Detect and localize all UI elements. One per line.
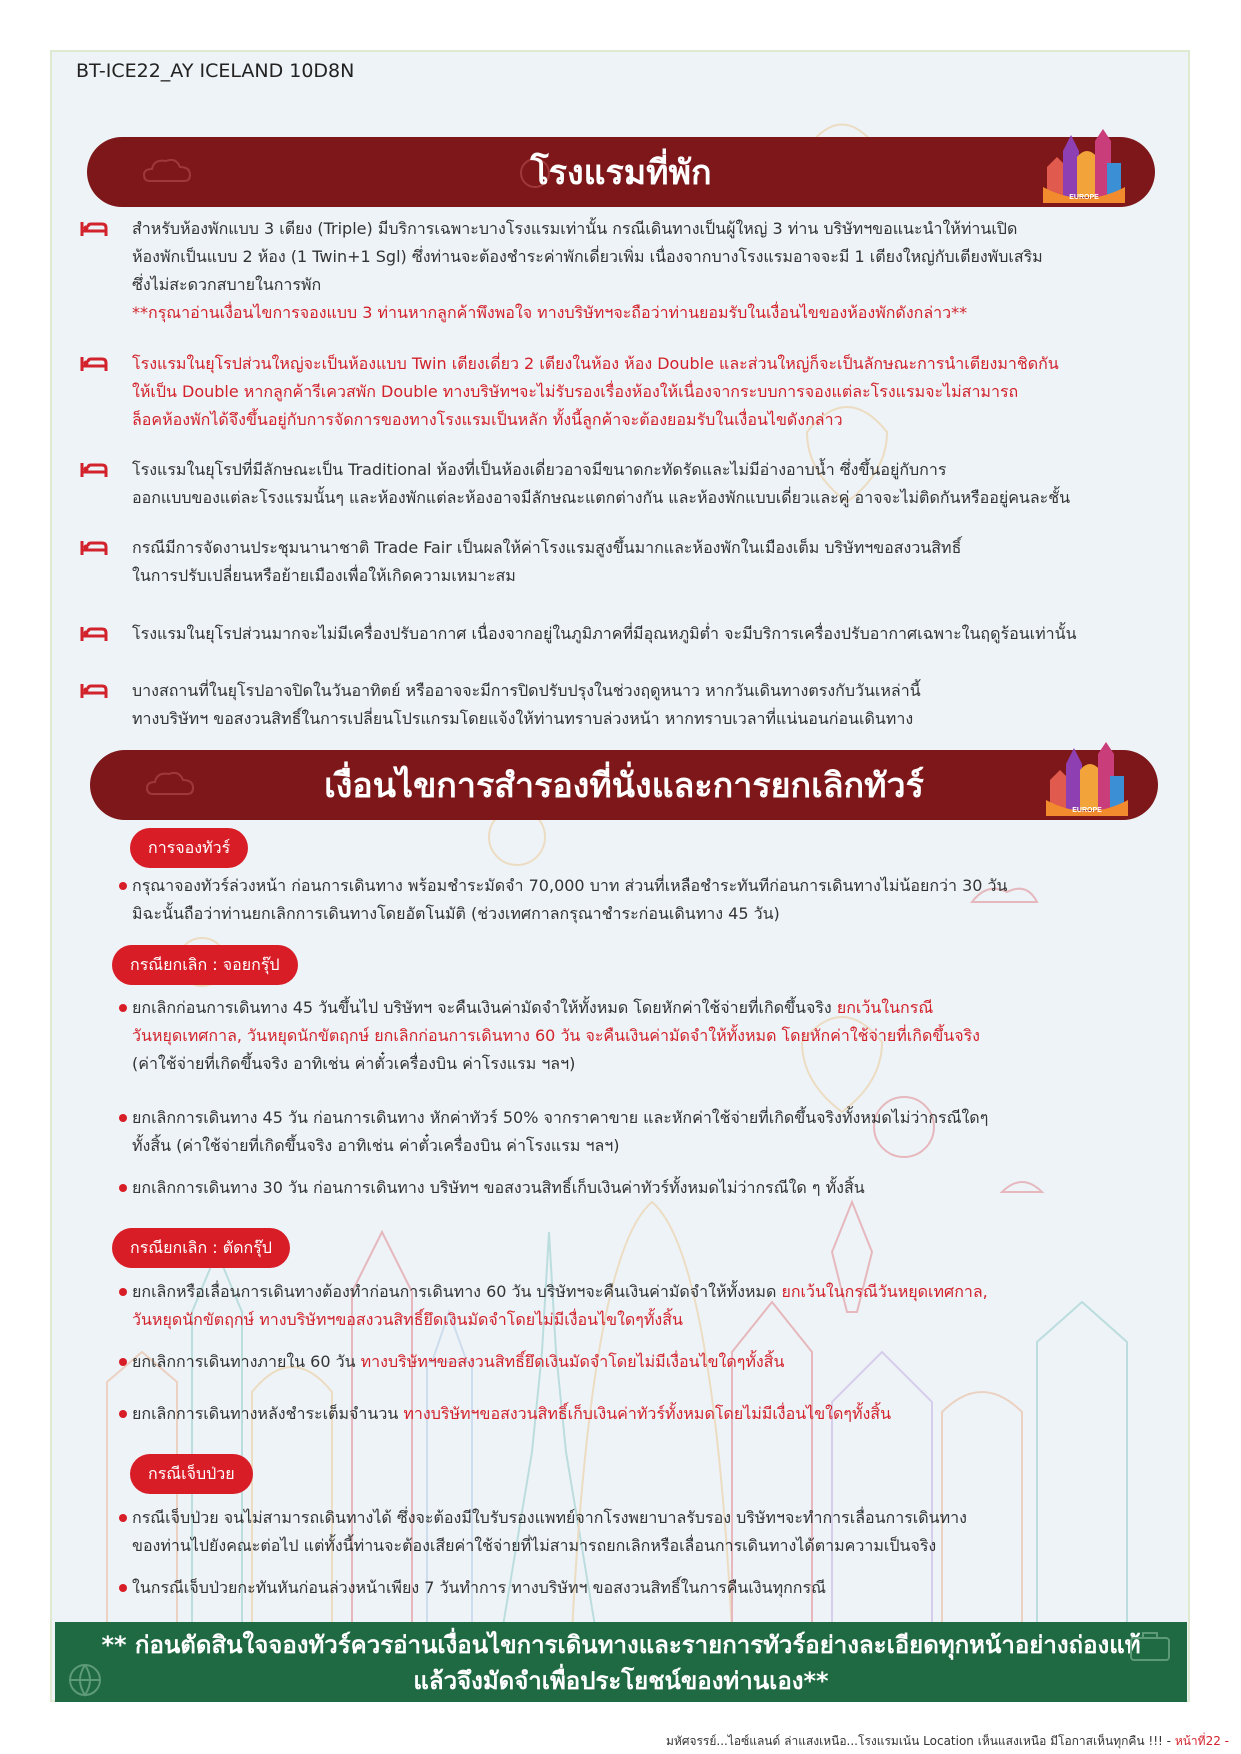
text-red: ยกเว้นในกรณีวันหยุดเทศกาล, [781, 1282, 988, 1301]
footer-text: มหัศจรรย์...ไอซ์แลนด์ ล่าแสงเหนือ...โรงแรมเน้น Location เห็นแสงเหนือ มีโอกาสเห็นทุกคืน !!! - [666, 1734, 1175, 1748]
cancel-group-item-full-payment [132, 1400, 1182, 1428]
sickness-item-7days [132, 1574, 1182, 1602]
bed-icon [80, 625, 108, 643]
notice-banner [55, 1622, 1187, 1702]
cancel-join-item-45days [132, 994, 1182, 1078]
hotel-item-line: โรงแรมในยุโรปที่มีลักษณะเป็น Traditional ห้องที่เป็นห้องเดี่ยวอาจมีขนาดกะทัดรัดและไม่มีอ่างอาบน้ำ ซึ่งขึ้นอยู่กับการ [132, 460, 947, 479]
text: (ค่าใช้จ่ายที่เกิดขึ้นจริง อาทิเช่น ค่าตั๋วเครื่องบิน ค่าโรงแรม ฯลฯ) [132, 1054, 576, 1073]
hotel-item-line: ออกแบบของแต่ละโรงแรมนั้นๆ และห้องพักแต่ละห้องอาจมีลักษณะแตกต่างกัน และห้องพักแบบเดี่ยวและคู่ อาจจะไม่ติดกันหรืออยู่คนละชั้น [132, 488, 1071, 507]
text: ของท่านไปยังคณะต่อไป แต่ทั้งนี้ท่านจะต้องเสียค่าใช้จ่ายที่ไม่สามารถยกเลิกหรือเลื่อนการเดินทางได้ตามความเป็นจริง [132, 1536, 937, 1555]
text: ยกเลิกก่อนการเดินทาง 45 วันขึ้นไป บริษัทฯ จะคืนเงินค่ามัดจำให้ทั้งหมด โดยหักค่าใช้จ่ายที่เกิดขึ้นจริง [132, 998, 837, 1017]
cancel-group-item-60days [132, 1278, 1182, 1334]
text: กรณีเจ็บป่วย จนไม่สามารถเดินทางได้ ซึ่งจะต้องมีใบรับรองแพทย์จากโรงพยาบาลรับรอง บริษัทฯจะทำการเลื่อนการเดินทาง [132, 1508, 967, 1527]
tag-booking: การจองทัวร์ [130, 828, 248, 868]
cancellation-banner [90, 750, 1158, 820]
hotel-item-line: ซึ่งไม่สะดวกสบายในการพัก [132, 275, 322, 294]
cancel-join-item-45days-half [132, 1104, 1182, 1160]
bed-icon [80, 355, 108, 373]
booking-item [132, 872, 1182, 928]
bed-icon [80, 461, 108, 479]
hotel-item-trade-fair [132, 534, 1172, 590]
hotel-item-line: ให้เป็น Double หากลูกค้ารีเควสพัก Double ทางบริษัทฯจะไม่รับรองเรื่องห้องให้เนื่องจากระบบการจองแต่ละโรงแรมจะไม่สามารถ [132, 382, 1019, 401]
text: ยกเลิกการเดินทาง 30 วัน ก่อนการเดินทาง บริษัทฯ ขอสงวนสิทธิ์เก็บเงินค่าทัวร์ทั้งหมดไม่ว่ากรณีใด ๆ ทั้งสิ้น [132, 1178, 865, 1197]
hotel-item-line: ทางบริษัทฯ ขอสงวนสิทธิ์ในการเปลี่ยนโปรแกรมโดยแจ้งให้ท่านทราบล่วงหน้า หากทราบเวลาที่แน่นอนก่อนเดินทาง [132, 709, 914, 728]
hotel-item-note: **กรุณาอ่านเงื่อนไขการจองแบบ 3 ท่านหากลูกค้าพึงพอใจ ทางบริษัทฯจะถือว่าท่านยอมรับในเงื่อนไขของห้องพักดังกล่าว** [132, 303, 968, 322]
text-red: ทางบริษัทฯขอสงวนสิทธิ์ยึดเงินมัดจำโดยไม่มีเงื่อนไขใดๆทั้งสิ้น [360, 1352, 785, 1371]
page-footer [666, 1732, 1229, 1751]
hotel-item-line: โรงแรมในยุโรปส่วนมากจะไม่มีเครื่องปรับอากาศ เนื่องจากอยู่ในภูมิภาคที่มีอุณหภูมิต่ำ จะมีบริการเครื่องปรับอากาศเฉพาะในฤดูร้อนเท่านั้น [132, 624, 1077, 643]
notice-line: ** ก่อนตัดสินใจจองทัวร์ควรอ่านเงื่อนไขการเดินทางและรายการทัวร์อย่างละเอียดทุกหน้าอย่างถ่องแท้ [101, 1631, 1141, 1659]
cancel-join-item-30days [132, 1174, 1182, 1202]
hotel-item-line: โรงแรมในยุโรปส่วนใหญ่จะเป็นห้องแบบ Twin เตียงเดี่ยว 2 เตียงในห้อง ห้อง Double และส่วนใหญ่ก็จะเป็นลักษณะการนำเตียงมาชิดกัน [132, 354, 1059, 373]
text: ทั้งสิ้น (ค่าใช้จ่ายที่เกิดขึ้นจริง อาทิเช่น ค่าตั๋วเครื่องบิน ค่าโรงแรม ฯลฯ) [132, 1136, 620, 1155]
tag-sickness: กรณีเจ็บป่วย [130, 1454, 253, 1494]
text: ยกเลิกการเดินทาง 45 วัน ก่อนการเดินทาง หักค่าทัวร์ 50% จากราคาขาย และหักค่าใช้จ่ายที่เกิดขึ้นจริงทั้งหมดไม่ว่ากรณีใดๆ [132, 1108, 989, 1127]
hotel-item-sunday-closures [132, 677, 1172, 733]
hotel-item-traditional [132, 456, 1172, 512]
booking-line: กรุณาจองทัวร์ล่วงหน้า ก่อนการเดินทาง พร้อมชำระมัดจำ 70,000 บาท ส่วนที่เหลือชำระทันทีก่อนการเดินทางไม่น้อยกว่า 30 วัน [132, 876, 1008, 895]
text-red: ยกเว้นในกรณี [836, 998, 934, 1017]
cloud-icon [145, 768, 195, 798]
hotel-item-line: ในการปรับเปลี่ยนหรือย้ายเมืองเพื่อให้เกิดความเหมาะสม [132, 566, 516, 585]
tour-code: BT-ICE22_AY ICELAND 10D8N [76, 60, 355, 82]
bed-icon [80, 220, 108, 238]
tag-cancel-group: กรณียกเลิก : ตัดกรุ๊ป [112, 1228, 290, 1268]
booking-line: มิฉะนั้นถือว่าท่านยกเลิกการเดินทางโดยอัตโนมัติ (ช่วงเทศกาลกรุณาชำระก่อนเดินทาง 45 วัน) [132, 904, 780, 923]
tag-cancel-join: กรณียกเลิก : จอยกรุ๊ป [112, 945, 298, 985]
hotel-item-twin-double [132, 350, 1172, 434]
svg-text:EUROPE: EUROPE [1072, 807, 1102, 814]
text-red: วันหยุดนักขัตฤกษ์ ทางบริษัทฯขอสงวนสิทธิ์ยึดเงินมัดจำโดยไม่มีเงื่อนไขใดๆทั้งสิ้น [132, 1310, 683, 1329]
cancellation-title: เงื่อนไขการสำรองที่นั่งและการยกเลิกทัวร์ [324, 766, 924, 806]
hotel-title: โรงแรมที่พัก [530, 153, 712, 193]
page-number: หน้าที่22 - [1174, 1734, 1229, 1748]
europe-landmarks-logo [1044, 740, 1130, 829]
hotel-item-air-conditioning [132, 620, 1172, 648]
hotel-item-line: ห้องพักเป็นแบบ 2 ห้อง (1 Twin+1 Sgl) ซึ่งท่านจะต้องชำระค่าพักเดี่ยวเพิ่ม เนื่องจากบางโรงแรมอาจจะมี 1 เตียงใหญ่กับเตียงพับเสริม [132, 247, 1043, 266]
sickness-item-postpone [132, 1504, 1182, 1560]
text: ยกเลิกหรือเลื่อนการเดินทางต้องทำก่อนการเดินทาง 60 วัน บริษัทฯจะคืนเงินค่ามัดจำให้ทั้งหมด [132, 1282, 782, 1301]
cloud-icon [142, 155, 192, 185]
globe-icon [65, 1660, 105, 1700]
hotel-item-line: สำหรับห้องพักแบบ 3 เตียง (Triple) มีบริการเฉพาะบางโรงแรมเท่านั้น กรณีเดินทางเป็นผู้ใหญ่ 3 ท่าน บริษัทฯขอแนะนำให้ท่านเปิด [132, 219, 1018, 238]
text: ยกเลิกการเดินทางหลังชำระเต็มจำนวน [132, 1404, 404, 1423]
cancel-group-item-within-60days [132, 1348, 1182, 1376]
bed-icon [80, 682, 108, 700]
page-panel [50, 50, 1190, 1702]
hotel-item-line: บางสถานที่ในยุโรปอาจปิดในวันอาทิตย์ หรืออาจจะมีการปิดปรับปรุงในช่วงฤดูหนาว หากวันเดินทางตรงกับวันเหล่านี้ [132, 681, 921, 700]
text-red: ทางบริษัทฯขอสงวนสิทธิ์เก็บเงินค่าทัวร์ทั้งหมดโดยไม่มีเงื่อนไขใดๆทั้งสิ้น [403, 1404, 891, 1423]
text: ในกรณีเจ็บป่วยกะทันหันก่อนล่วงหน้าเพียง 7 วันทำการ ทางบริษัทฯ ขอสงวนสิทธิ์ในการคืนเงินทุกกรณี [132, 1578, 826, 1597]
text: ยกเลิกการเดินทางภายใน 60 วัน [132, 1352, 361, 1371]
hotel-item-line: กรณีมีการจัดงานประชุมนานาชาติ Trade Fair เป็นผลให้ค่าโรงแรมสูงขึ้นมากและห้องพักในเมืองเต็ม บริษัทฯขอสงวนสิทธิ์ [132, 538, 962, 557]
hotel-item-line: ล็อคห้องพักได้จึงขึ้นอยู่กับการจัดการของทางโรงแรมเป็นหลัก ทั้งนี้ลูกค้าจะต้องยอมรับในเงื่อนไขดังกล่าว [132, 410, 843, 429]
hotel-banner [87, 137, 1155, 207]
svg-text:EUROPE: EUROPE [1069, 194, 1099, 201]
europe-landmarks-logo [1041, 127, 1127, 216]
hotel-item-triple [132, 215, 1172, 327]
notice-line: แล้วจึงมัดจำเพื่อประโยชน์ของท่านเอง** [413, 1667, 829, 1695]
text-red: วันหยุดเทศกาล, วันหยุดนักขัตฤกษ์ ยกเลิกก่อนการเดินทาง 60 วัน จะคืนเงินค่ามัดจำให้ทั้งหมด โดยหักค่าใช้จ่ายที่เกิดขึ้นจริง [132, 1026, 980, 1045]
bed-icon [80, 539, 108, 557]
suitcase-icon [1127, 1630, 1173, 1662]
